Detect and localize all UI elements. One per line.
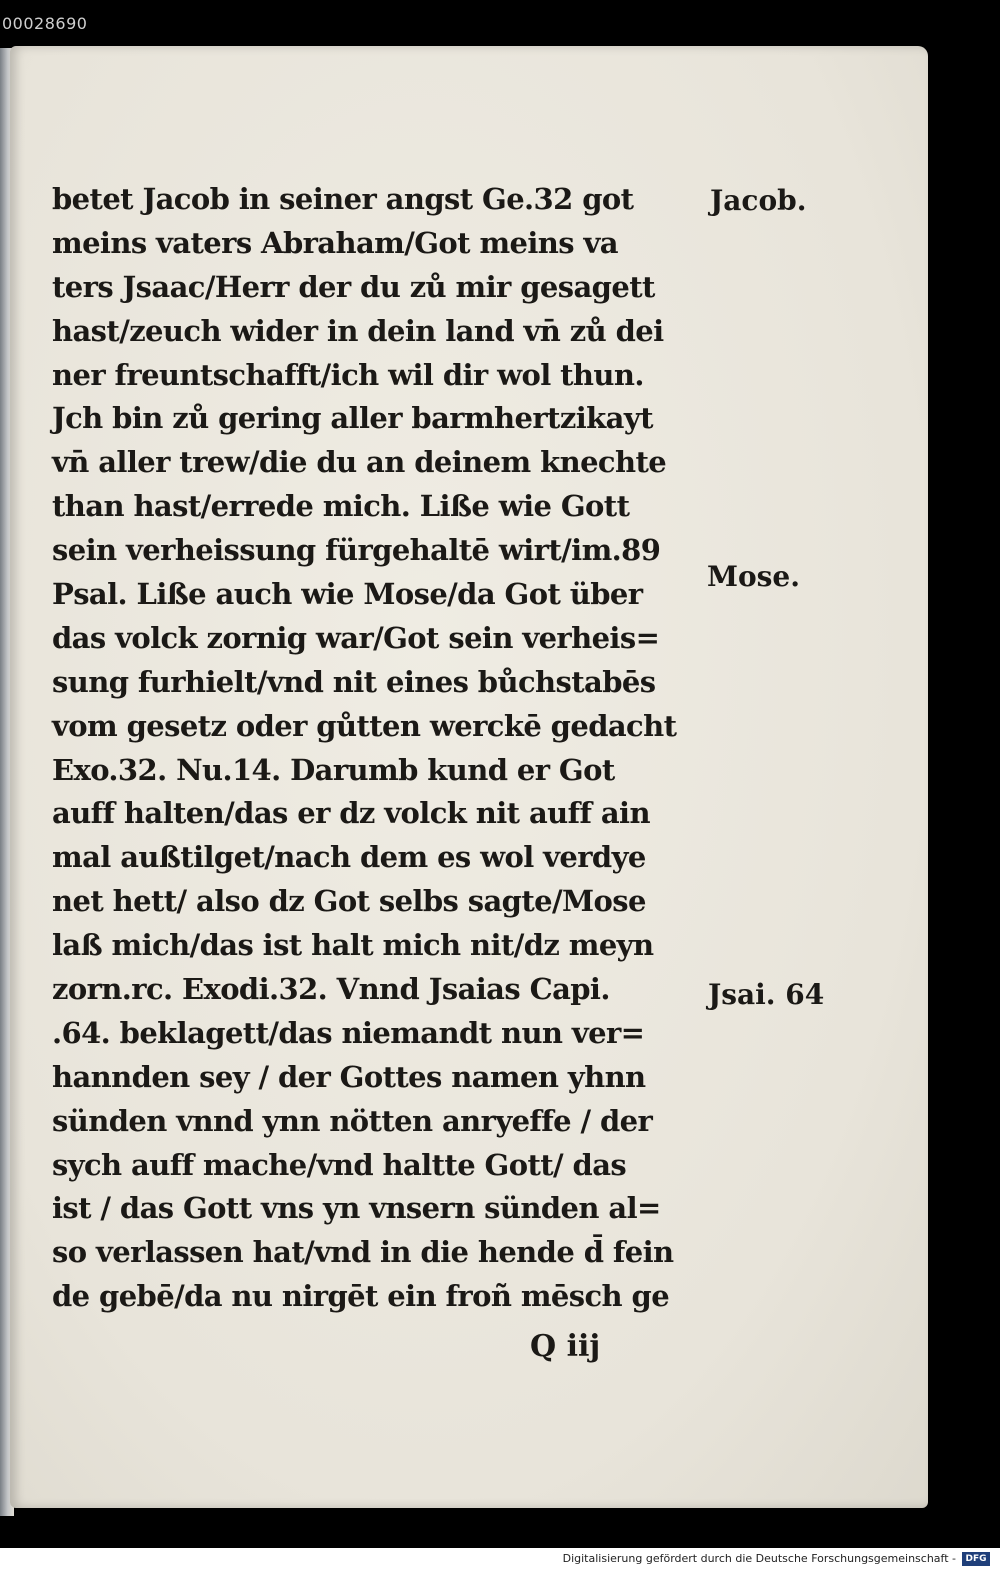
text-line: sych auff mache/vnd haltte Gott/ das <box>52 1147 627 1182</box>
text-line: auff halten/das er dz volck nit auff ain <box>52 796 650 831</box>
margin-note-mose: Mose. <box>707 560 800 593</box>
text-line: de gebē/da nu nirgēt ein froñ mēsch ge <box>52 1279 670 1314</box>
text-line: sung furhielt/vnd nit eines bůchstabēs <box>52 664 656 699</box>
text-line: vn̄ aller trew/die du an deinem knechte <box>52 445 667 480</box>
dfg-logo: DFG <box>962 1552 990 1566</box>
text-line: sünden vnnd ynn nötten anryeffe / der <box>52 1103 653 1138</box>
text-line: das volck zornig war/Got sein verheis= <box>52 620 660 655</box>
text-line: Psal. Liße auch wie Mose/da Got über <box>52 577 643 612</box>
text-line: mal außtilget/nach dem es wol verdye <box>52 840 646 875</box>
text-line: sein verheissung fürgehaltē wirt/im.89 <box>52 533 661 568</box>
text-line: ner freuntschafft/ich wil dir wol thun. <box>52 357 644 392</box>
signature-mark: Q iij <box>530 1329 601 1364</box>
text-line: zorn.rc. Exodi.32. Vnnd Jsaias Capi. <box>52 972 610 1007</box>
text-line: meins vaters Abraham/Got meins va <box>52 225 618 260</box>
text-line: hannden sey / der Gottes namen yhnn <box>52 1059 646 1094</box>
text-line: vom gesetz oder gůtten werckē gedacht <box>52 708 677 743</box>
main-text-block <box>52 178 702 1319</box>
book-page <box>10 46 928 1508</box>
text-line: Exo.32. Nu.14. Darumb kund er Got <box>52 752 615 787</box>
text-line: betet Jacob in seiner angst Ge.32 got <box>52 182 634 216</box>
margin-note-jacob: Jacob. <box>710 184 807 217</box>
text-line: laß mich/das ist halt mich nit/dz meyn <box>52 928 654 963</box>
text-line: hast/zeuch wider in dein land vn̄ zů dei <box>52 313 664 348</box>
text-line: net hett/ also dz Got selbs sagte/Mose <box>52 884 646 919</box>
text-line: than hast/errede mich. Liße wie Gott <box>52 489 630 524</box>
text-line: Jch bin zů gering aller barmhertzikayt <box>52 401 653 436</box>
text-line: so verlassen hat/vnd in die hende d̄ fein <box>52 1235 674 1270</box>
text-line: ist / das Gott vns yn vnsern sünden al= <box>52 1191 661 1226</box>
margin-note-isai: Jsai. 64 <box>708 978 825 1011</box>
footer-bar <box>0 1548 1000 1573</box>
text-line: .64. beklagett/das niemandt nun ver= <box>52 1015 645 1050</box>
text-line: ters Jsaac/Herr der du zů mir gesagett <box>52 269 655 304</box>
funding-credit: Digitalisierung gefördert durch die Deutsche Forschungsgemeinschaft - <box>562 1552 956 1565</box>
scan-id-label: 00028690 <box>2 14 88 33</box>
